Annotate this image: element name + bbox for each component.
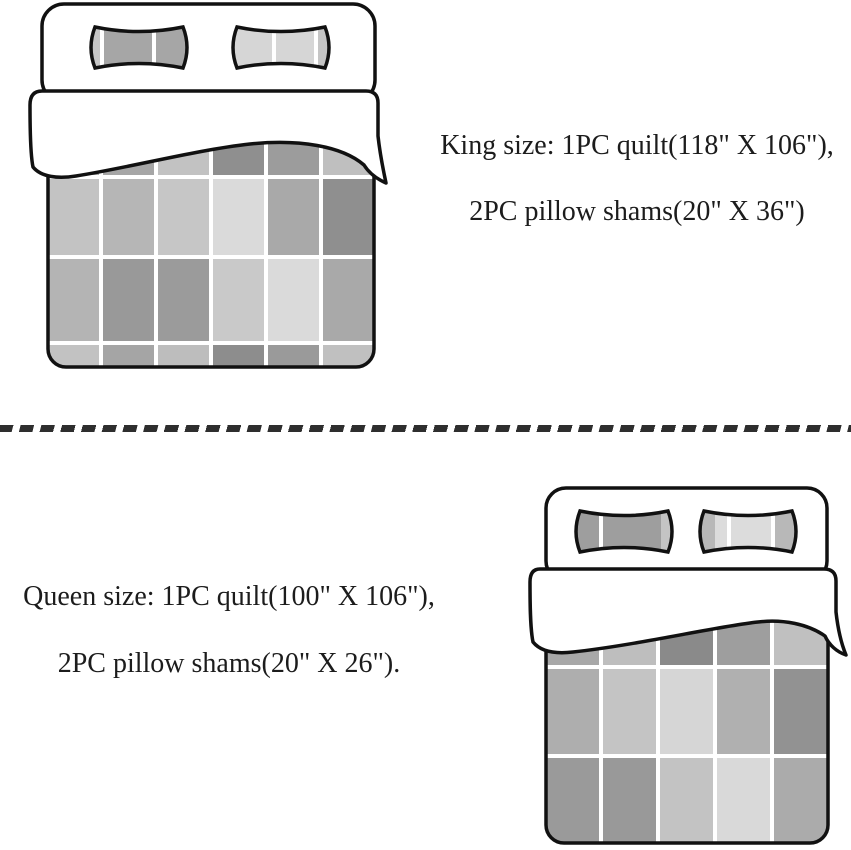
- quilt-cell: [323, 259, 374, 341]
- quilt-cell: [268, 259, 319, 341]
- quilt-cell: [546, 669, 599, 754]
- king-size-line1: King size: 1PC quilt(118" X 106"),: [440, 130, 834, 161]
- quilt-cell: [158, 179, 209, 255]
- quilt-cell: [213, 179, 264, 255]
- quilt-cell: [323, 179, 374, 255]
- queen-size-text: [0, 582, 458, 679]
- quilt-cell: [774, 669, 828, 754]
- quilt-cell: [717, 669, 770, 754]
- quilt-cell: [48, 179, 99, 255]
- queen-size-line1: Queen size: 1PC quilt(100" X 106"),: [23, 581, 435, 612]
- quilt-cell: [158, 345, 209, 367]
- quilt-cell: [158, 259, 209, 341]
- king-size-line2: 2PC pillow shams(20" X 36"): [469, 196, 805, 227]
- queen-bed-illustration: [528, 486, 848, 844]
- dashed-divider: [0, 425, 851, 432]
- quilt-cell: [103, 259, 154, 341]
- quilt-cell: [660, 758, 713, 843]
- quilt-cell: [268, 179, 319, 255]
- quilt-cell: [103, 345, 154, 367]
- quilt-cell: [717, 758, 770, 843]
- queen-size-line2: 2PC pillow shams(20" X 26").: [57, 648, 401, 679]
- quilt-cell: [268, 345, 319, 367]
- quilt-cell: [660, 669, 713, 754]
- quilt-cell: [213, 345, 264, 367]
- quilt-cell: [103, 179, 154, 255]
- quilt-cell: [774, 758, 828, 843]
- quilt-cell: [603, 758, 656, 843]
- king-size-text: [423, 131, 851, 227]
- quilt-cell: [546, 758, 599, 843]
- quilt-cell: [603, 669, 656, 754]
- quilt-cell: [213, 259, 264, 341]
- king-bed-illustration: [28, 2, 388, 370]
- quilt-cell: [48, 259, 99, 341]
